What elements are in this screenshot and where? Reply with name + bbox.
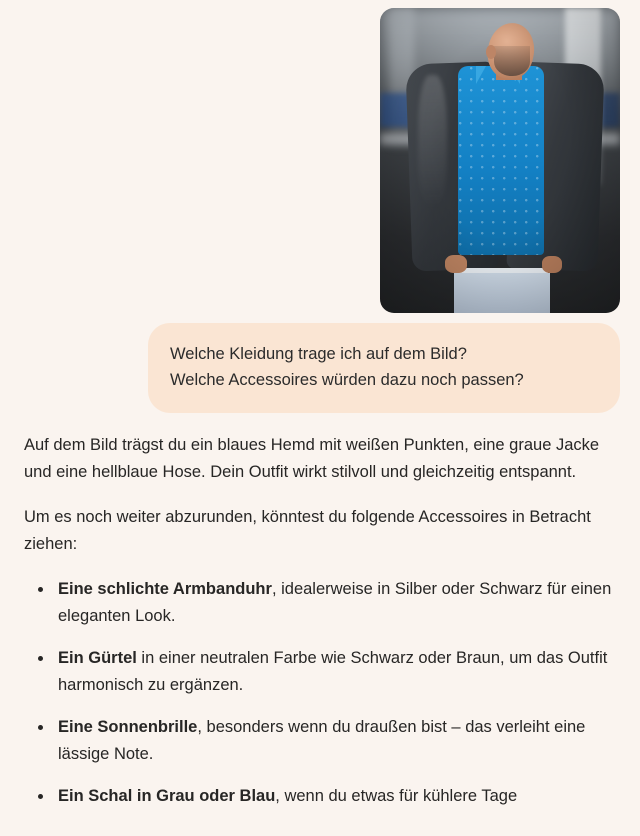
user-message-bubble bbox=[148, 323, 620, 413]
list-item-bold: Eine Sonnenbrille bbox=[58, 718, 198, 736]
list-item bbox=[58, 714, 620, 768]
assistant-message bbox=[24, 432, 620, 825]
assistant-paragraph-1: Auf dem Bild trägst du ein blaues Hemd mit weißen Punkten, eine graue Jacke und eine hellblaue Hose. Dein Outfit wirkt stilvoll und gleichzeitig entspannt. bbox=[24, 436, 600, 481]
photo-illustration bbox=[380, 8, 620, 313]
list-item-text: , wenn du etwas für kühlere Tage bbox=[275, 787, 518, 805]
list-item bbox=[58, 576, 620, 630]
user-message-line-1: Welche Kleidung trage ich auf dem Bild? bbox=[170, 345, 467, 363]
list-item-text: , besonders wenn du draußen bist – das verleiht eine lässige Note. bbox=[58, 718, 586, 763]
assistant-paragraph-2: Um es noch weiter abzurunden, könntest du folgende Accessoires in Betracht ziehen: bbox=[24, 508, 591, 553]
list-item-bold: Ein Schal in Grau oder Blau bbox=[58, 787, 276, 805]
user-message-line-2: Welche Accessoires würden dazu noch passen? bbox=[170, 371, 524, 389]
list-item bbox=[58, 645, 620, 699]
list-item-bold: Eine schlichte Armbanduhr bbox=[58, 580, 272, 598]
list-item-text: in einer neutralen Farbe wie Schwarz oder Braun, um das Outfit harmonisch zu ergänzen. bbox=[58, 649, 608, 694]
photo-vignette bbox=[380, 8, 620, 313]
accessory-suggestions-list bbox=[24, 576, 620, 810]
attached-photo[interactable] bbox=[380, 8, 620, 313]
bottom-fade bbox=[0, 822, 640, 836]
list-item-bold: Ein Gürtel bbox=[58, 649, 137, 667]
list-item-text: , idealerweise in Silber oder Schwarz für einen eleganten Look. bbox=[58, 580, 612, 625]
list-item bbox=[58, 783, 620, 810]
